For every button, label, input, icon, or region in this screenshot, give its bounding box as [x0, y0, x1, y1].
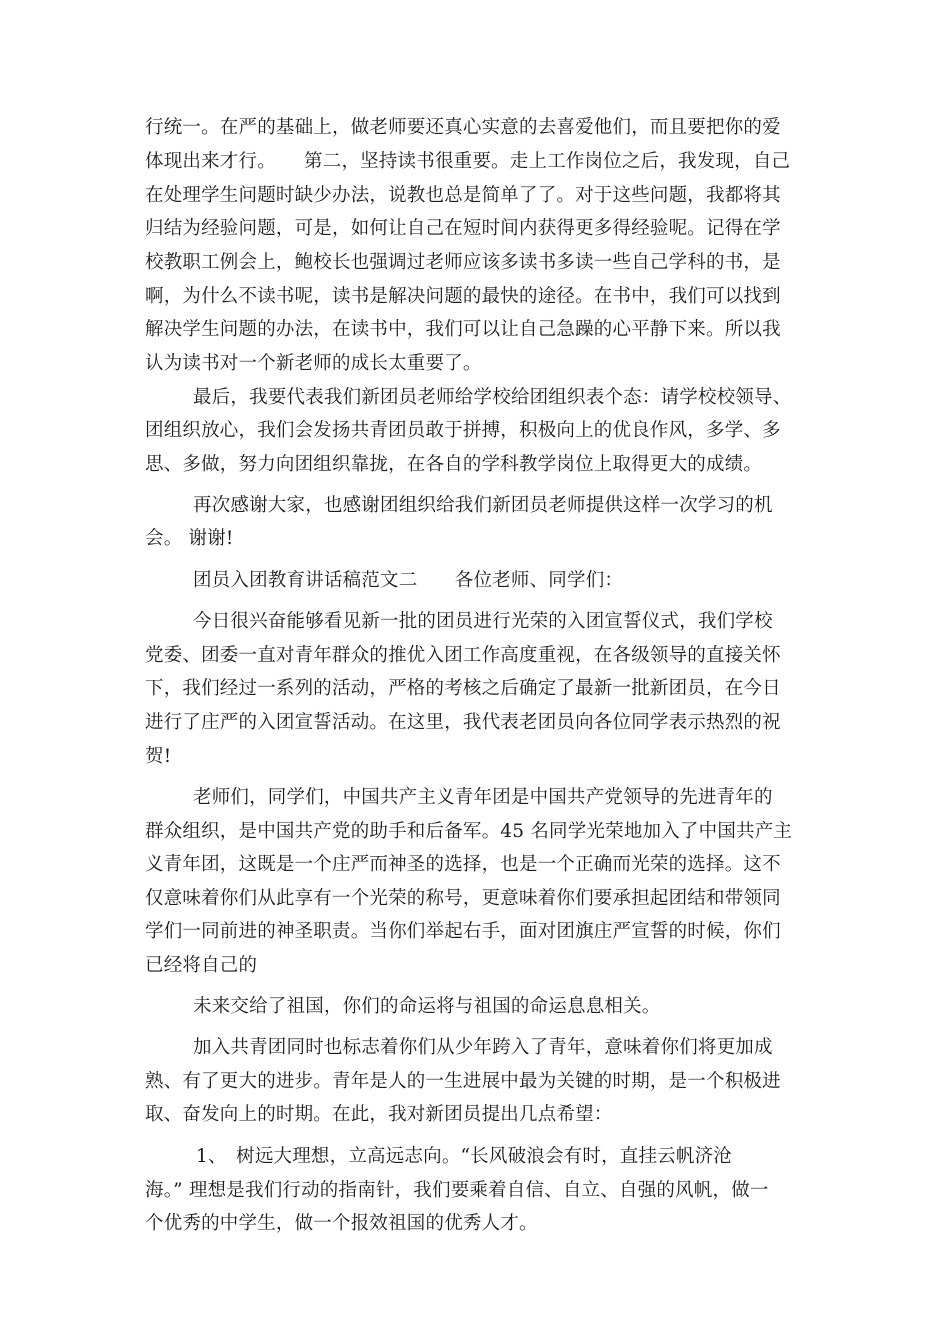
text-line: 取、奋发向上的时期。在此，我对新团员提出几点希望：	[145, 1104, 613, 1125]
text-line: 贺!	[145, 746, 172, 767]
text-line: 最后，我要代表我们新团员老师给学校给团组织表个态：请学校校领导、	[193, 387, 792, 408]
text-line: 校教职工例会上，鲍校长也强调过老师应该多读书多读一些自己学科的书，是	[145, 252, 781, 273]
text-line: 认为读书对一个新老师的成长太重要了。	[145, 353, 482, 374]
text-line: 党委、团委一直对青年群众的推优入团工作高度重视，在各级领导的直接关怀	[145, 645, 781, 666]
text-line: 已经将自己的	[145, 955, 258, 976]
text-line: 归结为经验问题，可是，如何让自己在短时间内获得更多得经验呢。记得在学	[145, 218, 781, 239]
list-item: 1、 树远大理想，立高远志向。“长风破浪会有时，直挂云帆济沧	[196, 1146, 732, 1167]
text-line: 熟、有了更大的进步。青年是人的一生进展中最为关键的时期，是一个积极进	[145, 1071, 781, 1092]
text-line: 加入共青团同时也标志着你们从少年跨入了青年，意味着你们将更加成	[193, 1037, 773, 1058]
text-line: 思、多做，努力向团组织靠拢，在各自的学科教学岗位上取得更大的成绩。	[145, 454, 763, 475]
text-line: 进行了庄严的入团宣誓活动。在这里，我代表老团员向各位同学表示热烈的祝	[145, 712, 781, 733]
text-line: 个优秀的中学生，做一个报效祖国的优秀人才。	[145, 1213, 538, 1234]
text-line: 仅意味着你们从此享有一个光荣的称号，更意味着你们要承担起团结和带领同	[145, 888, 781, 909]
text-line: 行统一。在严的基础上，做老师要还真心实意的去喜爱他们，而且要把你的爱	[145, 117, 781, 138]
text-line: 群众组织，是中国共产党的助手和后备军。45 名同学光荣地加入了中国共产主	[145, 821, 793, 842]
section-heading: 团员入团教育讲话稿范文二 各位老师、同学们：	[193, 570, 624, 591]
text-line: 解决学生问题的办法，在读书中，我们可以让自己急躁的心平静下来。所以我	[145, 319, 781, 340]
text-line: 会。 谢谢!	[145, 528, 234, 549]
text-line: 啊，为什么不读书呢，读书是解决问题的最快的途径。在书中，我们可以找到	[145, 286, 781, 307]
text-line: 未来交给了祖国，你们的命运将与祖国的命运息息相关。	[193, 996, 661, 1017]
text-line: 学们一同前进的神圣职责。当你们举起右手，面对团旗庄严宣誓的时候，你们	[145, 921, 781, 942]
text-line: 体现出来才行。 第二，坚持读书很重要。走上工作岗位之后，我发现，自己	[145, 151, 791, 172]
text-line: 下，我们经过一系列的活动，严格的考核之后确定了最新一批新团员，在今日	[145, 678, 781, 699]
text-line: 义青年团，这既是一个庄严而神圣的选择，也是一个正确而光荣的选择。这不	[145, 854, 781, 875]
text-line: 海。” 理想是我们行动的指南针，我们要乘着自信、自立、自强的风帆，做一	[145, 1180, 769, 1201]
text-line: 在处理学生问题时缺少办法，说教也总是简单了了。对于这些问题，我都将其	[145, 185, 781, 206]
text-line: 再次感谢大家，也感谢团组织给我们新团员老师提供这样一次学习的机	[193, 495, 773, 516]
text-line: 今日很兴奋能够看见新一批的团员进行光荣的入团宣誓仪式，我们学校	[193, 611, 773, 632]
text-line: 团组织放心，我们会发扬共青团员敢于拼搏，积极向上的优良作风，多学、多	[145, 420, 781, 441]
text-line: 老师们，同学们，中国共产主义青年团是中国共产党领导的先进青年的	[193, 787, 773, 808]
